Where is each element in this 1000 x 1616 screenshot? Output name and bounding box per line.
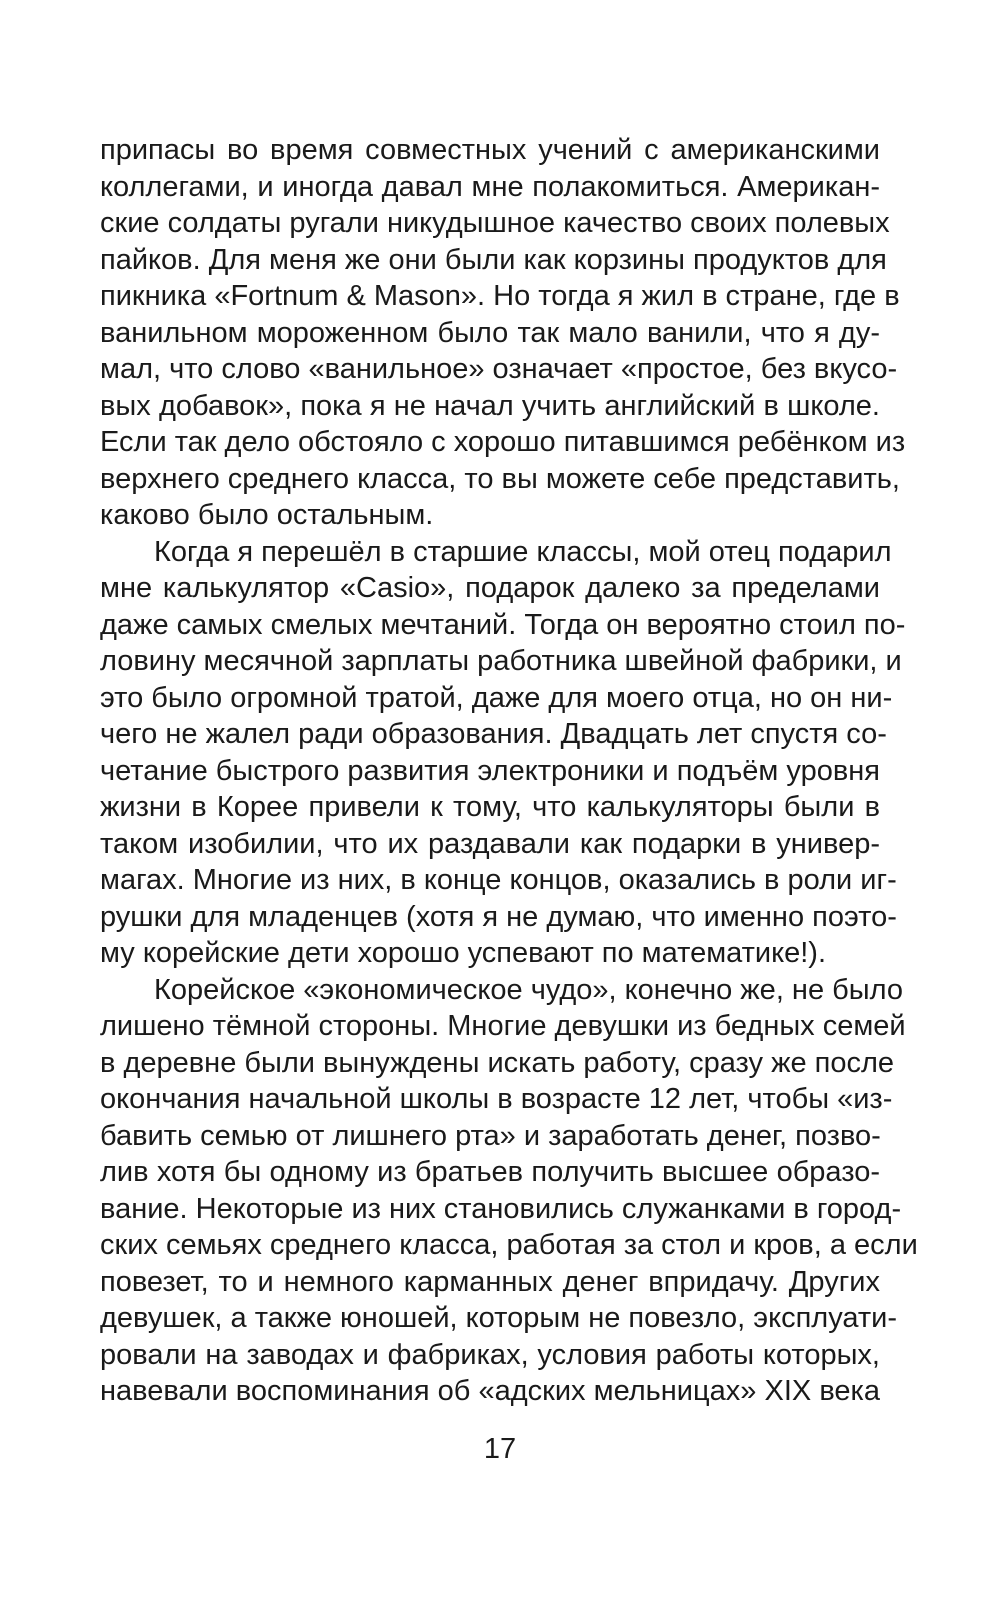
text-line: лишено тёмной стороны. Многие девушки из бедных семей bbox=[100, 1010, 906, 1042]
text-line: повезет, то и немного карманных денег впридачу. Других bbox=[100, 1265, 880, 1298]
text-line: каково было остальным. bbox=[100, 499, 434, 531]
text-line: му корейские дети хорошо успевают по математике!). bbox=[100, 937, 827, 969]
text-line: магах. Многие из них, в конце концов, оказались в роли иг- bbox=[100, 864, 897, 896]
text-line: даже самых смелых мечтаний. Тогда он вероятно стоил по- bbox=[100, 608, 906, 641]
text-line: Когда я перешёл в старшие классы, мой отец подарил bbox=[154, 535, 892, 568]
text-line: Корейское «экономическое чудо», конечно же, не было bbox=[154, 973, 903, 1006]
text-line: вание. Некоторые из них становились служанками в город- bbox=[100, 1192, 902, 1225]
text-line: таком изобилии, что их раздавали как подарки в универ- bbox=[100, 827, 880, 860]
text-line: пикника «Fortnum & Mason». Но тогда я жил в стране, где в bbox=[100, 280, 900, 312]
text-line: девушек, а также юношей, которым не повезло, эксплуати- bbox=[100, 1302, 898, 1334]
text-line: окончания начальной школы в возрасте 12 лет, чтобы «из- bbox=[100, 1083, 893, 1115]
text-line: ванильном мороженном было так мало ванили, что я ду- bbox=[100, 316, 880, 349]
text-line: ровали на заводах и фабриках, условия работы которых, bbox=[100, 1338, 880, 1371]
text-line: мал, что слово «ванильное» означает «простое, без вкусо- bbox=[100, 353, 898, 385]
text-line: ловину месячной зарплаты работника швейной фабрики, и bbox=[100, 645, 902, 677]
text-line: ских семьях среднего класса, работая за стол и кров, а если bbox=[100, 1229, 918, 1261]
text-line: навевали воспоминания об «адских мельницах» XIX века bbox=[100, 1375, 880, 1407]
text-line: коллегами, и иногда давал мне полакомиться. Американ- bbox=[100, 170, 880, 203]
text-line: жизни в Корее привели к тому, что калькуляторы были в bbox=[100, 791, 880, 823]
text-line: бавить семью от лишнего рта» и заработать денег, позво- bbox=[100, 1119, 881, 1152]
text-line: в деревне были вынуждены искать работу, сразу же после bbox=[100, 1046, 895, 1079]
text-line: это было огромной тратой, даже для моего отца, но он ни- bbox=[100, 681, 893, 714]
text-line: мне калькулятор «Casio», подарок далеко за пределами bbox=[100, 572, 880, 604]
text-line: четание быстрого развития электроники и подъём уровня bbox=[100, 754, 880, 787]
text-line: вых добавок», пока я не начал учить английский в школе. bbox=[100, 389, 880, 422]
text-line: рушки для младенцев (хотя я не думаю, что именно поэто- bbox=[100, 900, 897, 933]
text-line: Если так дело обстояло с хорошо питавшимся ребёнком из bbox=[100, 426, 906, 458]
text-line: чего не жалел ради образования. Двадцать лет спустя со- bbox=[100, 718, 887, 750]
text-line: лив хотя бы одному из братьев получить высшее образо- bbox=[100, 1156, 880, 1188]
text-line: пайков. Для меня же они были как корзины продуктов для bbox=[100, 243, 887, 276]
page-number: 17 bbox=[483, 1433, 517, 1465]
body-text bbox=[100, 132, 918, 1410]
text-line: верхнего среднего класса, то вы можете себе представить, bbox=[100, 462, 900, 495]
text-line: ские солдаты ругали никудышное качество своих полевых bbox=[100, 207, 890, 239]
text-line: припасы во время совместных учений с американскими bbox=[100, 134, 880, 166]
